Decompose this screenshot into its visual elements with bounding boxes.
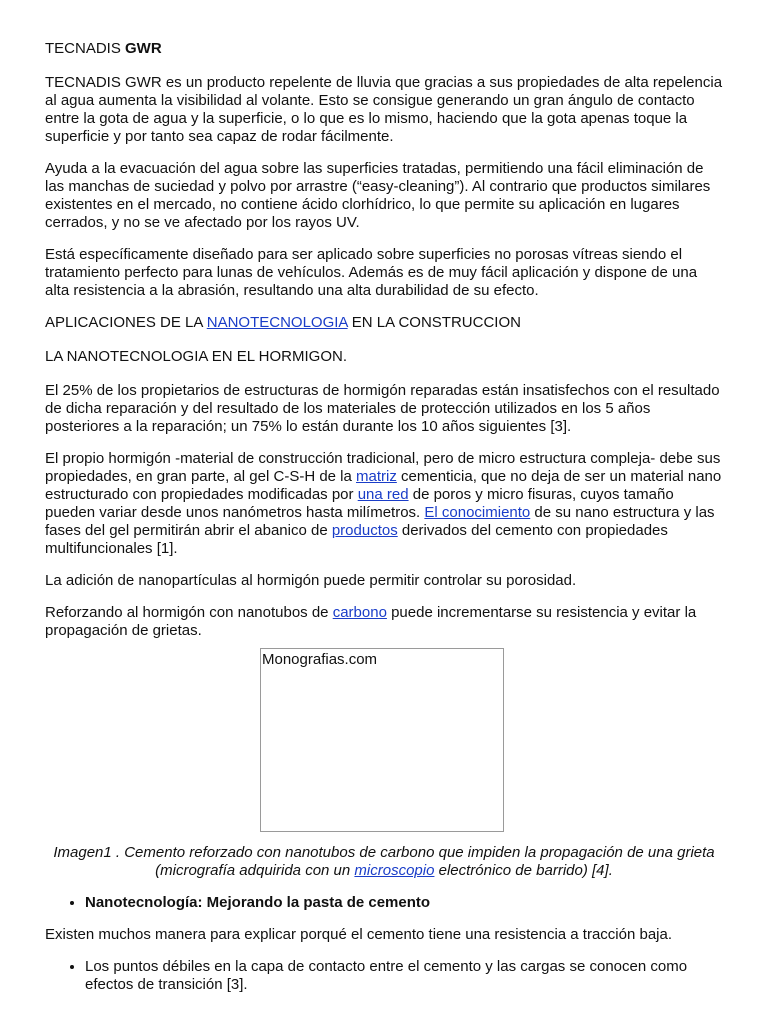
bullet-heading: • Nanotecnología: Mejorando la pasta de cemento bbox=[85, 894, 723, 912]
document-page bbox=[45, 40, 723, 1008]
heading-bullet-list bbox=[45, 894, 723, 912]
una-red-link[interactable]: una red bbox=[357, 486, 409, 503]
paragraph-4: El 25% de los propietarios de estructuras de hormigón reparadas están insatisfechos con el resultado de dicha reparación y del resultado de los materiales de protección utilizados en los 5 años posteriores a la reparación; un 75% lo están durante los 10 años siguientes [3]. bbox=[45, 382, 720, 435]
paragraph-6: La adición de nanopartículas al hormigón puede permitir controlar su porosidad. bbox=[45, 572, 577, 589]
image-placeholder-label: Monografias.com bbox=[262, 651, 378, 668]
document-title: TECNADIS GWR bbox=[45, 40, 162, 57]
paragraph-7: Reforzando al hormigón con nanotubos de carbono puede incrementarse su resistencia y evitar la propagación de grietas. bbox=[45, 604, 697, 639]
paragraph-5: El propio hormigón -material de construcción tradicional, pero de micro estructura compleja- debe sus propiedades, en gran parte, al gel C-S-H de la matriz cementicia, que no deja de ser un material nano estructurado con propiedades modificadas por una red de poros y micro fisuras, cuyos tamaño pueden variar desde unos nanómetros hasta milímetros. El conocimiento de su nano estructura y las fases del gel permitirán abrir el abanico de productos derivados del cemento con propiedades multifuncionales [1]. bbox=[45, 450, 722, 557]
paragraph-8: Existen muchos manera para explicar porqué el cemento tiene una resistencia a tracción baja. bbox=[45, 926, 673, 943]
image-placeholder bbox=[260, 648, 504, 832]
paragraph-2: Ayuda a la evacuación del agua sobre las superficies tratadas, permitiendo una fácil eliminación de las manchas de suciedad y polvo por arrastre (“easy-cleaning”). Al contrario que productos similares existentes en el mercado, no contiene ácido clorhídrico, lo que permite su aplicación en lugares cerrados, y no se ve afectado por los rayos UV. bbox=[45, 160, 711, 231]
carbono-link[interactable]: carbono bbox=[332, 604, 387, 621]
conocimiento-link[interactable]: El conocimiento bbox=[424, 504, 531, 521]
figure-caption: Imagen1 . Cemento reforzado con nanotubos de carbono que impiden la propagación de una grieta (micrografía adquirida con un microscopio electrónico de barrido) [4]. bbox=[53, 844, 715, 879]
applications-heading: APLICACIONES DE LA NANOTECNOLOGIA EN LA CONSTRUCCION bbox=[45, 314, 521, 331]
nanotecnologia-link[interactable]: NANOTECNOLOGIA bbox=[206, 314, 348, 331]
paragraph-3: Está específicamente diseñado para ser aplicado sobre superficies no porosas vítreas siendo el tratamiento perfecto para lunas de vehículos. Además es de muy fácil aplicación y dispone de una alta resistencia a la abrasión, resultando una alta durabilidad de su efecto. bbox=[45, 246, 698, 299]
title-bold: GWR bbox=[125, 40, 162, 57]
productos-link[interactable]: productos bbox=[331, 522, 398, 539]
hormigon-heading: LA NANOTECNOLOGIA EN EL HORMIGON. bbox=[45, 348, 348, 365]
microscopio-link[interactable]: microscopio bbox=[354, 862, 435, 879]
bullet-list bbox=[45, 958, 723, 994]
matriz-link[interactable]: matriz bbox=[356, 468, 397, 485]
paragraph-1: TECNADIS GWR es un producto repelente de lluvia que gracias a sus propiedades de alta repelencia al agua aumenta la visibilidad al volante. Esto se consigue generando un gran ángulo de contacto entre la gota de agua y la superficie, o lo que es lo mismo, haciendo que la gota apenas toque la superficie y por tanto sea capaz de rodar fácilmente. bbox=[45, 74, 723, 145]
list-item: • Los puntos débiles en la capa de contacto entre el cemento y las cargas se conocen como efectos de transición [3]. bbox=[85, 958, 723, 994]
